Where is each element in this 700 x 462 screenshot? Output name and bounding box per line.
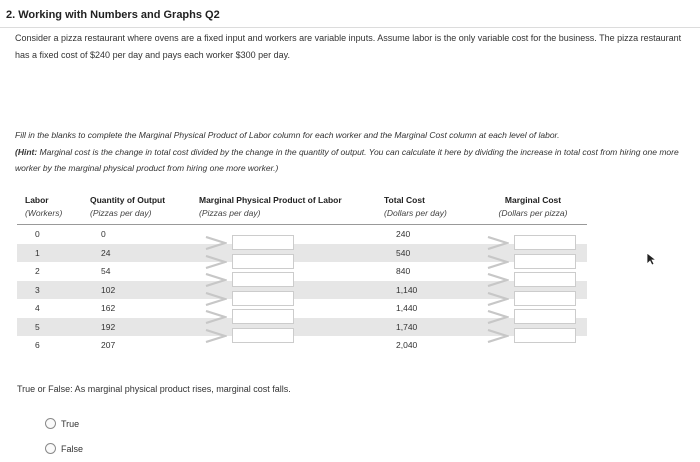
instructions [15,127,685,177]
cell-labor: 0 [35,229,40,239]
radio-false[interactable] [45,443,56,454]
chevron-right-icon [487,236,509,255]
cell-labor: 1 [35,247,40,258]
marginal-cost-input[interactable] [514,291,576,306]
divider [0,27,700,28]
marginal-cost-input[interactable] [514,235,576,250]
cell-total-cost: 840 [396,266,411,276]
option-false[interactable] [45,443,83,454]
instruction-main: Fill in the blanks to complete the Marginal Physical Product of Labor column for each worker and the Marginal Cost column at each level of labor. [15,130,560,140]
mpp-input[interactable] [232,235,294,250]
cell-quantity: 54 [101,266,111,276]
cell-labor: 5 [35,321,40,332]
header-labor: Labor (Workers) [25,195,63,218]
intro-text: Consider a pizza restaurant where ovens are a fixed input and workers are variable inputs. Assume labor is the only variable cost for the business. The pizza restaurant has a fixed cost of $240 per day and pays each worker $300 per day. [15,33,682,60]
marginal-cost-input[interactable] [514,254,576,269]
header-quantity: Quantity of Output (Pizzas per day) [90,195,166,218]
cell-total-cost: 1,140 [396,284,418,295]
table-header [17,190,587,225]
question-title: 2. Working with Numbers and Graphs Q2 [6,9,220,21]
chevron-right-icon [487,310,509,329]
cell-labor: 6 [35,340,40,350]
option-true[interactable] [45,418,79,429]
chevron-right-icon [205,273,227,292]
header-mpp: Marginal Physical Product of Labor (Pizzas per day) [199,195,342,218]
radio-true[interactable] [45,418,56,429]
chevron-right-icon [487,292,509,311]
cell-total-cost: 540 [396,247,411,258]
cell-total-cost: 1,740 [396,321,418,332]
cell-total-cost: 240 [396,229,411,239]
mpp-input[interactable] [232,328,294,343]
chevron-right-icon [205,329,227,348]
chevron-right-icon [205,292,227,311]
mouse-cursor-icon [646,252,658,266]
cell-quantity: 24 [101,247,111,258]
chevron-right-icon [205,236,227,255]
cost-table [17,190,587,354]
hint-label: (Hint: [15,146,38,157]
tf-question: True or False: As marginal physical product rises, marginal cost falls. [17,384,291,394]
cell-labor: 3 [35,284,40,295]
chevron-right-icon [487,329,509,348]
mpp-input[interactable] [232,291,294,306]
marginal-cost-input[interactable] [514,328,576,343]
chevron-right-icon [205,310,227,329]
mpp-input[interactable] [232,309,294,324]
marginal-cost-input[interactable] [514,309,576,324]
cell-labor: 4 [35,303,40,313]
cell-quantity: 192 [101,321,116,332]
chevron-right-icon [487,255,509,274]
hint-text: Marginal cost is the change in total cost divided by the change in the quantity of output. You can calculate it here by dividing the increase in total cost from hiring one more worker by the marginal physical product from hiring one more worker.) [15,146,679,173]
option-true-label: True [61,418,80,429]
cell-labor: 2 [35,266,40,276]
chevron-right-icon [487,273,509,292]
chevron-right-icon [205,255,227,274]
cell-total-cost: 2,040 [396,340,418,350]
cell-quantity: 162 [101,303,116,313]
cell-total-cost: 1,440 [396,303,418,313]
header-marginal-cost: Marginal Cost (Dollars per pizza) [498,195,568,218]
cell-quantity: 207 [101,340,116,350]
option-false-label: False [61,443,84,454]
mpp-input[interactable] [232,254,294,269]
header-total-cost: Total Cost (Dollars per day) [384,195,447,218]
mpp-input[interactable] [232,272,294,287]
marginal-cost-input[interactable] [514,272,576,287]
cell-quantity: 0 [101,229,106,239]
cell-quantity: 102 [101,284,116,295]
